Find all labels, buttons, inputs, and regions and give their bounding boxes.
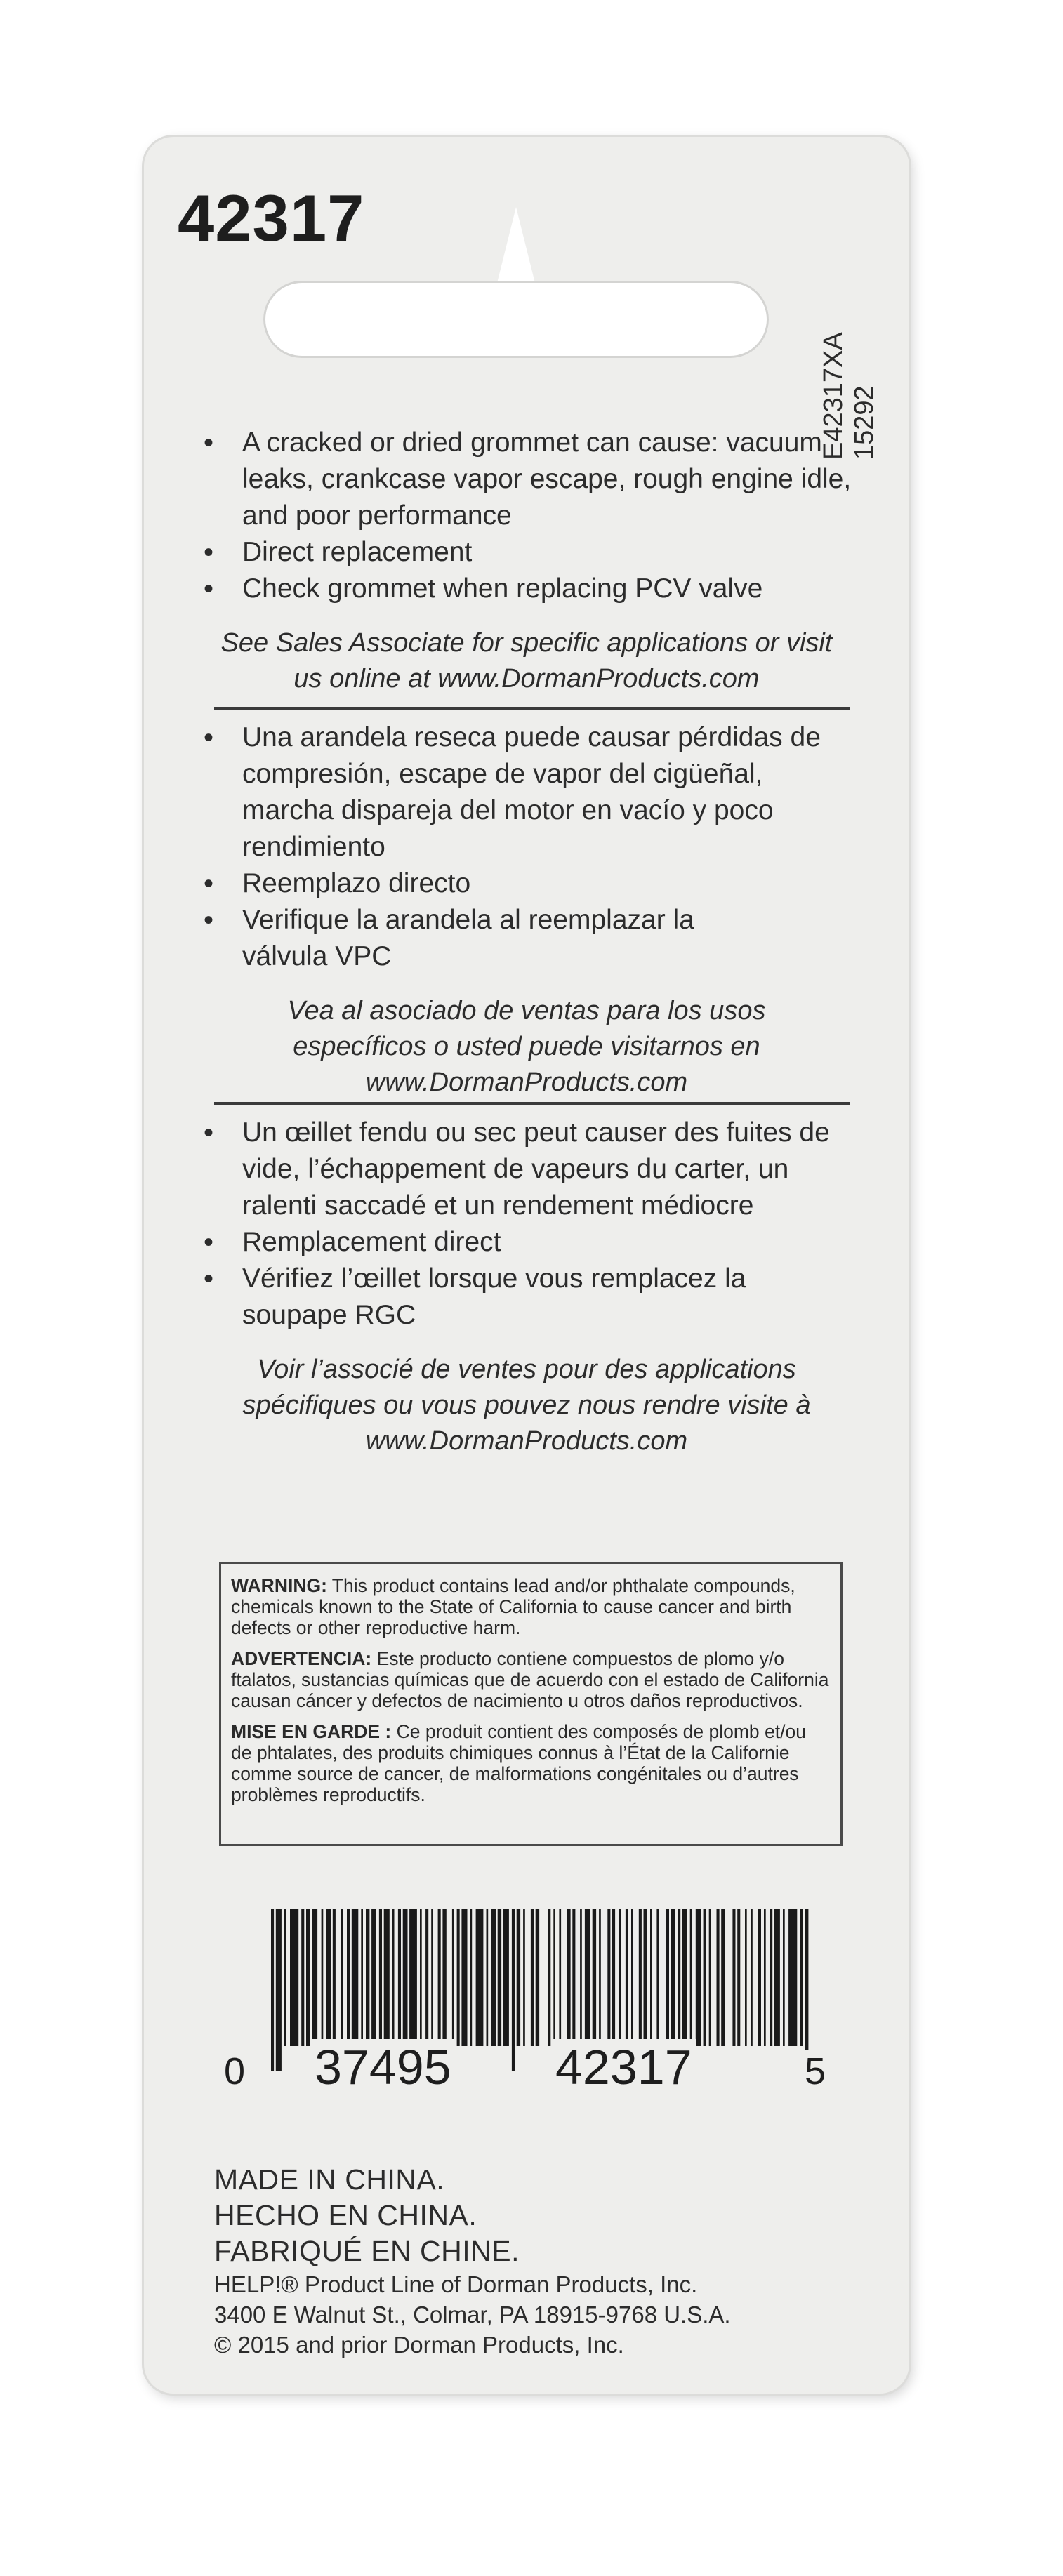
hang-hole xyxy=(263,281,769,358)
barcode-bar xyxy=(612,1909,615,2046)
barcode-digits-group1: 37495 xyxy=(310,2039,456,2095)
barcode-bar xyxy=(745,1909,747,2046)
barcode-bar xyxy=(271,1909,274,2071)
barcode-bar xyxy=(438,1909,441,2046)
english-bullet-1: • A cracked or dried grommet can cause: vacuum leaks, crankcase vapor escape, rough engine idle, and poor performance xyxy=(144,425,909,534)
barcode-bar xyxy=(457,1909,460,2046)
barcode-bar xyxy=(371,1909,376,2046)
hang-tab-notch xyxy=(495,207,537,291)
french-section xyxy=(144,1115,909,1459)
made-in-french: FABRIQUÉ EN CHINE. xyxy=(214,2235,520,2267)
side-code-line1: E42317XA xyxy=(819,332,848,460)
warning-es-label: ADVERTENCIA: xyxy=(231,1648,372,1669)
english-bullet-2: • Direct replacement xyxy=(144,534,909,571)
barcode-bar xyxy=(333,1909,336,2046)
barcode-bar xyxy=(593,1909,596,2046)
english-section xyxy=(144,425,909,697)
warning-es-text: Este producto contiene compuestos de plomo y/o ftalatos, sustancias químicas que de acuerdo con el estado de California causan cáncer y defectos de nacimiento u otros daños reproductivos. xyxy=(231,1648,829,1711)
barcode-bar xyxy=(671,1909,675,2046)
french-bullet-3: • Vérifiez l’œillet lorsque vous remplacez la soupape RGC xyxy=(144,1261,909,1334)
divider-2 xyxy=(214,1102,850,1105)
barcode-bar xyxy=(461,1909,467,2046)
french-note: Voir l’associé de ventes pour des applications spécifiques ou vous pouvez nous rendre visite à www.DormanProducts.com xyxy=(242,1355,811,1456)
barcode-bar xyxy=(536,1909,539,2046)
spanish-bullet-2: • Reemplazo directo xyxy=(144,865,909,902)
barcode-bar xyxy=(709,1909,711,2046)
barcode-bar xyxy=(805,1909,808,2071)
brand-line: HELP!® Product Line of Dorman Products, Inc. xyxy=(214,2271,698,2297)
barcode-bar xyxy=(690,1909,692,2046)
barcode-bar xyxy=(487,1909,489,2046)
barcode-bar xyxy=(758,1909,761,2046)
barcode-bar xyxy=(442,1909,446,2046)
barcode-bar xyxy=(639,1909,642,2046)
barcode-bar xyxy=(548,1909,550,2046)
barcode-bar xyxy=(585,1909,590,2046)
french-bullet-1: • Un œillet fendu ou sec peut causer des fuites de vide, l’échappement de vapeurs du carter, un ralenti saccadé et un rendement médiocre xyxy=(144,1115,909,1224)
english-bullet-3: • Check grommet when replacing PCV valve xyxy=(144,571,909,607)
barcode-bar xyxy=(626,1909,628,2046)
barcode-digit-left: 0 xyxy=(220,2050,249,2093)
barcode-bar xyxy=(788,1909,797,2046)
barcode-bar xyxy=(379,1909,382,2046)
french-bullet-2: • Remplacement direct xyxy=(144,1224,909,1261)
barcode-bar xyxy=(650,1909,652,2046)
barcode-bar xyxy=(619,1909,621,2046)
barcode-bar xyxy=(322,1909,324,2046)
warning-fr-label: MISE EN GARDE : xyxy=(231,1721,392,1742)
prop65-warning-box xyxy=(219,1562,843,1846)
english-bullets xyxy=(144,425,909,607)
barcode-bar xyxy=(517,1909,520,2046)
warning-fr-text: Ce produit contient des composés de plomb et/ou de phtalates, des produits chimiques connus à l’État de la Californie comme source de cancer, de malformations congénitales ou d’autres problèmes reproductifs. xyxy=(231,1721,806,1805)
warning-en-text: This product contains lead and/or phthalate compounds, chemicals known to the State of California to cause cancer and birth defects or other reproductive harm. xyxy=(231,1575,795,1638)
barcode-bar xyxy=(523,1909,525,2046)
barcode-bar xyxy=(656,1909,659,2046)
barcode-bar xyxy=(678,1909,680,2046)
divider-1 xyxy=(214,707,850,710)
spanish-section xyxy=(144,719,909,1101)
barcode-bar xyxy=(666,1909,669,2046)
barcode-bar xyxy=(361,1909,363,2046)
barcode-bar xyxy=(384,1909,390,2046)
barcode-bar xyxy=(431,1909,433,2046)
spanish-bullets xyxy=(144,719,909,975)
barcode-bar xyxy=(599,1909,601,2046)
barcode-bar xyxy=(770,1909,772,2046)
barcode-bar xyxy=(764,1909,766,2046)
barcode-bar xyxy=(800,1909,803,2046)
barcode-bar xyxy=(751,1909,753,2046)
barcode-bar xyxy=(341,1909,343,2046)
footer xyxy=(214,2162,731,2360)
barcode-bar xyxy=(717,1909,720,2046)
spanish-bullet-1: • Una arandela reseca puede causar pérdidas de compresión, escape de vapor del cigüeñal, marcha dispareja del motor en vacío y poco rendimiento xyxy=(144,719,909,865)
french-bullets xyxy=(144,1115,909,1334)
barcode-bar xyxy=(326,1909,331,2046)
barcode-digits-group2: 42317 xyxy=(551,2039,696,2095)
barcode-bar xyxy=(312,1909,317,2046)
warning-es xyxy=(231,1648,831,1711)
barcode-bar xyxy=(737,1909,740,2046)
barcode-bar xyxy=(631,1909,633,2046)
barcode-bar xyxy=(420,1909,422,2046)
barcode-bar xyxy=(284,1909,286,2046)
warning-en-label: WARNING: xyxy=(231,1575,327,1596)
barcode-bar xyxy=(503,1909,509,2046)
barcode-bar xyxy=(572,1909,575,2046)
warning-en xyxy=(231,1575,831,1638)
barcode-bar xyxy=(398,1909,401,2046)
warning-fr xyxy=(231,1721,831,1805)
company-address: 3400 E Walnut St., Colmar, PA 18915-9768 U.S.A. xyxy=(214,2302,731,2328)
barcode-bar xyxy=(704,1909,706,2046)
barcode-bar xyxy=(721,1909,725,2046)
barcode-bar xyxy=(553,1909,555,2046)
barcode-bar xyxy=(301,1909,304,2046)
barcode-bar xyxy=(498,1909,501,2046)
barcode-bar xyxy=(403,1909,408,2046)
product-card xyxy=(144,137,909,2394)
barcode-bar xyxy=(644,1909,647,2046)
barcode-bar xyxy=(306,1909,310,2046)
barcode-bar xyxy=(491,1909,496,2046)
barcode-bar xyxy=(470,1909,473,2046)
barcode-bar xyxy=(290,1909,298,2046)
barcode-bar xyxy=(347,1909,350,2046)
spanish-bullet-3: • Verifique la arandela al reemplazar la válvula VPC xyxy=(144,902,909,975)
barcode-bar xyxy=(276,1909,282,2071)
barcode-bar xyxy=(567,1909,570,2046)
barcode-bar xyxy=(732,1909,735,2046)
made-in-english: MADE IN CHINA. xyxy=(214,2163,445,2196)
barcode-bar xyxy=(366,1909,369,2046)
made-in-spanish: HECHO EN CHINA. xyxy=(214,2199,477,2231)
spanish-note: Vea al asociado de ventas para los usos específicos o usted puede visitarnos en www.DormanProducts.com xyxy=(287,996,766,1097)
barcode-bar xyxy=(512,1909,515,2071)
barcode-bar xyxy=(607,1909,610,2046)
barcode-bar xyxy=(476,1909,484,2046)
barcode-bar xyxy=(559,1909,561,2046)
barcode-bar xyxy=(409,1909,417,2046)
barcode-bar xyxy=(696,1909,701,2046)
barcode-bar xyxy=(682,1909,687,2046)
barcode-bar xyxy=(352,1909,359,2046)
copyright: © 2015 and prior Dorman Products, Inc. xyxy=(214,2332,624,2358)
barcode-bar xyxy=(392,1909,395,2046)
barcode-bar xyxy=(580,1909,582,2046)
english-note: See Sales Associate for specific applications or visit us online at www.DormanProducts.com xyxy=(220,628,833,693)
barcode-digit-right: 5 xyxy=(800,2050,830,2093)
barcode-bar xyxy=(774,1909,780,2046)
barcode-bar xyxy=(531,1909,534,2046)
barcode-bar xyxy=(425,1909,428,2046)
barcode-bar xyxy=(452,1909,454,2046)
barcode-bar xyxy=(783,1909,785,2046)
side-code-line2: 15292 xyxy=(850,385,879,460)
part-number: 42317 xyxy=(178,181,365,255)
